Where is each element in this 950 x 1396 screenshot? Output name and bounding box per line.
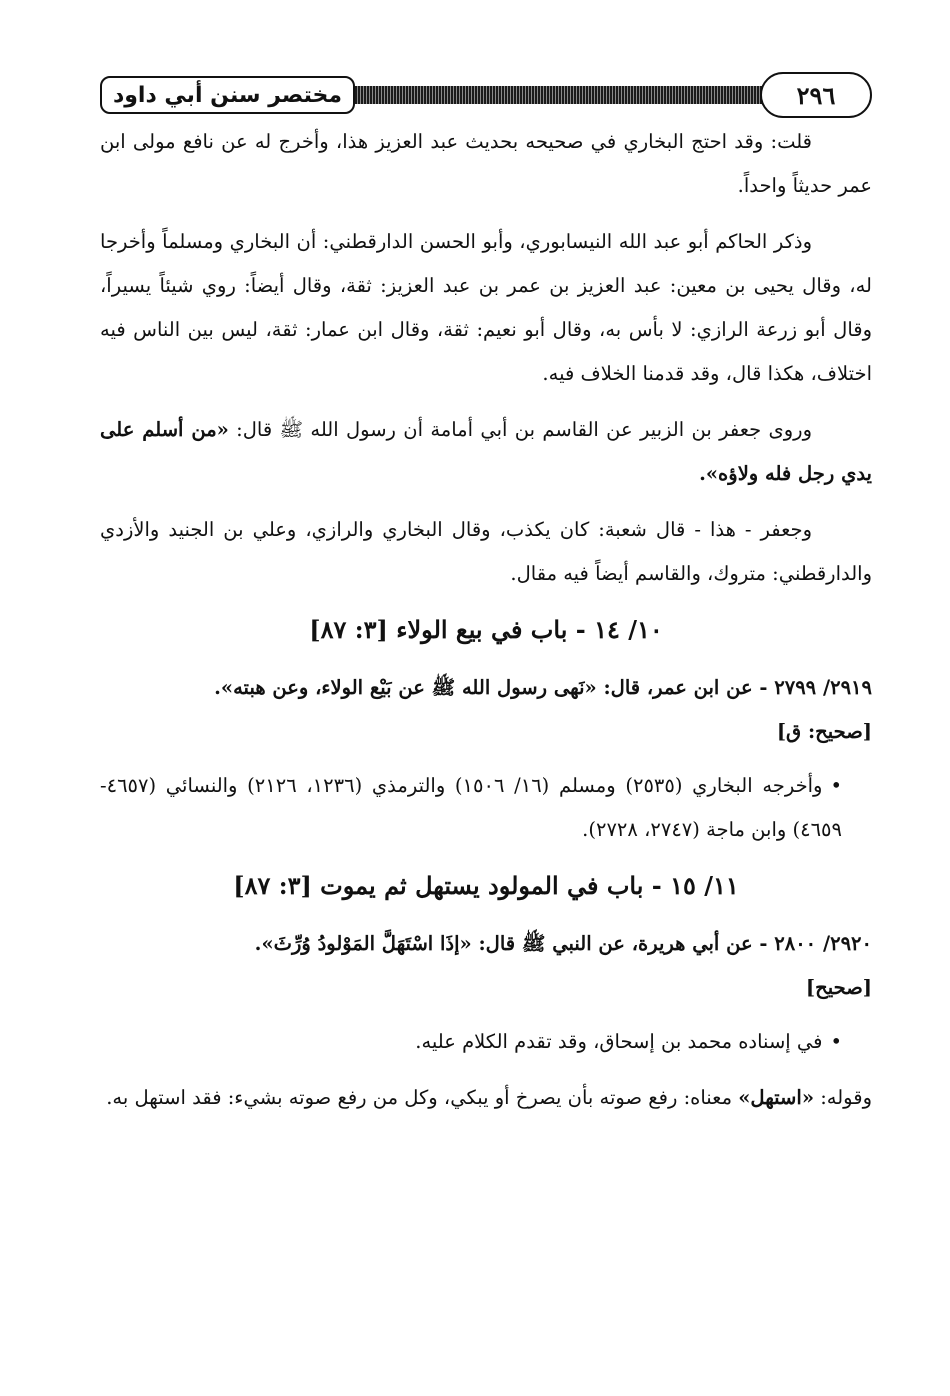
paragraph-3-quote: «من أسلم على يدي رجل فله ولاؤه». — [100, 418, 872, 485]
hadith-2: ٢٩٢٠/ ٢٨٠٠ - عن أبي هريرة، عن النبي ﷺ قال: «إذَا اسْتَهَلَّ المَوْلودُ وُرِّثَ». — [254, 932, 872, 955]
paragraph-5-term: «استهل» — [738, 1086, 815, 1109]
header-decorative-bar — [355, 86, 762, 104]
bullet-icon: • — [830, 1030, 842, 1053]
hadith-1: ٢٩١٩/ ٢٧٩٩ - عن ابن عمر، قال: «نَهى رسول الله ﷺ عن بَيْع الولاء، وعن هبته». — [214, 676, 872, 699]
paragraph-5-text-2: معناه: رفع صوته بأن يصرخ أو يبكي، وكل من رفع صوته بشيء: فقد استهل به. — [106, 1086, 739, 1109]
hadith-1-takhrij — [100, 764, 872, 852]
paragraph-1: قلت: وقد احتج البخاري في صحيحه بحديث عبد العزيز هذا، وأخرج له عن نافع مولى ابن عمر حديثاً واحداً. — [100, 130, 872, 197]
bullet-icon: • — [830, 774, 842, 797]
hadith-1-takhrij-text: وأخرجه البخاري (٢٥٣٥) ومسلم (١٦/ ١٥٠٦) والترمذي (١٢٣٦، ٢١٢٦) والنسائي (٤٦٥٧- ٤٦٥٩) وابن ماجة (٢٧٤٧، ٢٧٢٨). — [100, 774, 842, 841]
paragraph-5 — [100, 1076, 872, 1120]
paragraph-2: وذكر الحاكم أبو عبد الله النيسابوري، وأبو الحسن الدارقطني: أن البخاري ومسلماً وأخرجا له، وقال يحيى بن معين: عبد العزيز بن عمر بن عبد العزيز: ثقة، وقال أيضاً: روي شيئاً يسيراً، وقال أبو زرعة الرازي: لا بأس به، وقال أبو نعيم: ثقة، وقال ابن عمار: ثقة، ليس بين الناس فيه اختلاف، هكذا قال، وقد قدمنا الخلاف فيه. — [100, 230, 872, 385]
paragraph-5-text-1: وقوله: — [814, 1086, 872, 1109]
hadith-1-grade: [صحيح: ق] — [776, 720, 872, 743]
page-content — [100, 120, 872, 1132]
hadith-2-grade: [صحيح] — [805, 976, 872, 999]
hadith-2-note — [100, 1020, 872, 1064]
paragraph-4: وجعفر - هذا - قال شعبة: كان يكذب، وقال البخاري والرازي، وعلي بن الجنيد والأزدي والدارقطني: متروك، والقاسم أيضاً فيه مقال. — [100, 518, 872, 585]
book-title: مختصر سنن أبي داود — [100, 76, 355, 114]
paragraph-3 — [100, 408, 872, 496]
chapter-heading-2: ١١/ ١٥ - باب في المولود يستهل ثم يموت [٣: ٨٧] — [233, 871, 739, 900]
page-header — [100, 72, 872, 120]
paragraph-3-text: وروى جعفر بن الزبير عن القاسم بن أبي أمامة أن رسول الله ﷺ قال: — [228, 418, 812, 441]
chapter-heading-1: ١٠/ ١٤ - باب في بيع الولاء [٣: ٨٧] — [309, 615, 663, 644]
hadith-2-note-text: في إسناده محمد بن إسحاق، وقد تقدم الكلام عليه. — [415, 1030, 823, 1053]
page-number: ٢٩٦ — [760, 72, 872, 118]
